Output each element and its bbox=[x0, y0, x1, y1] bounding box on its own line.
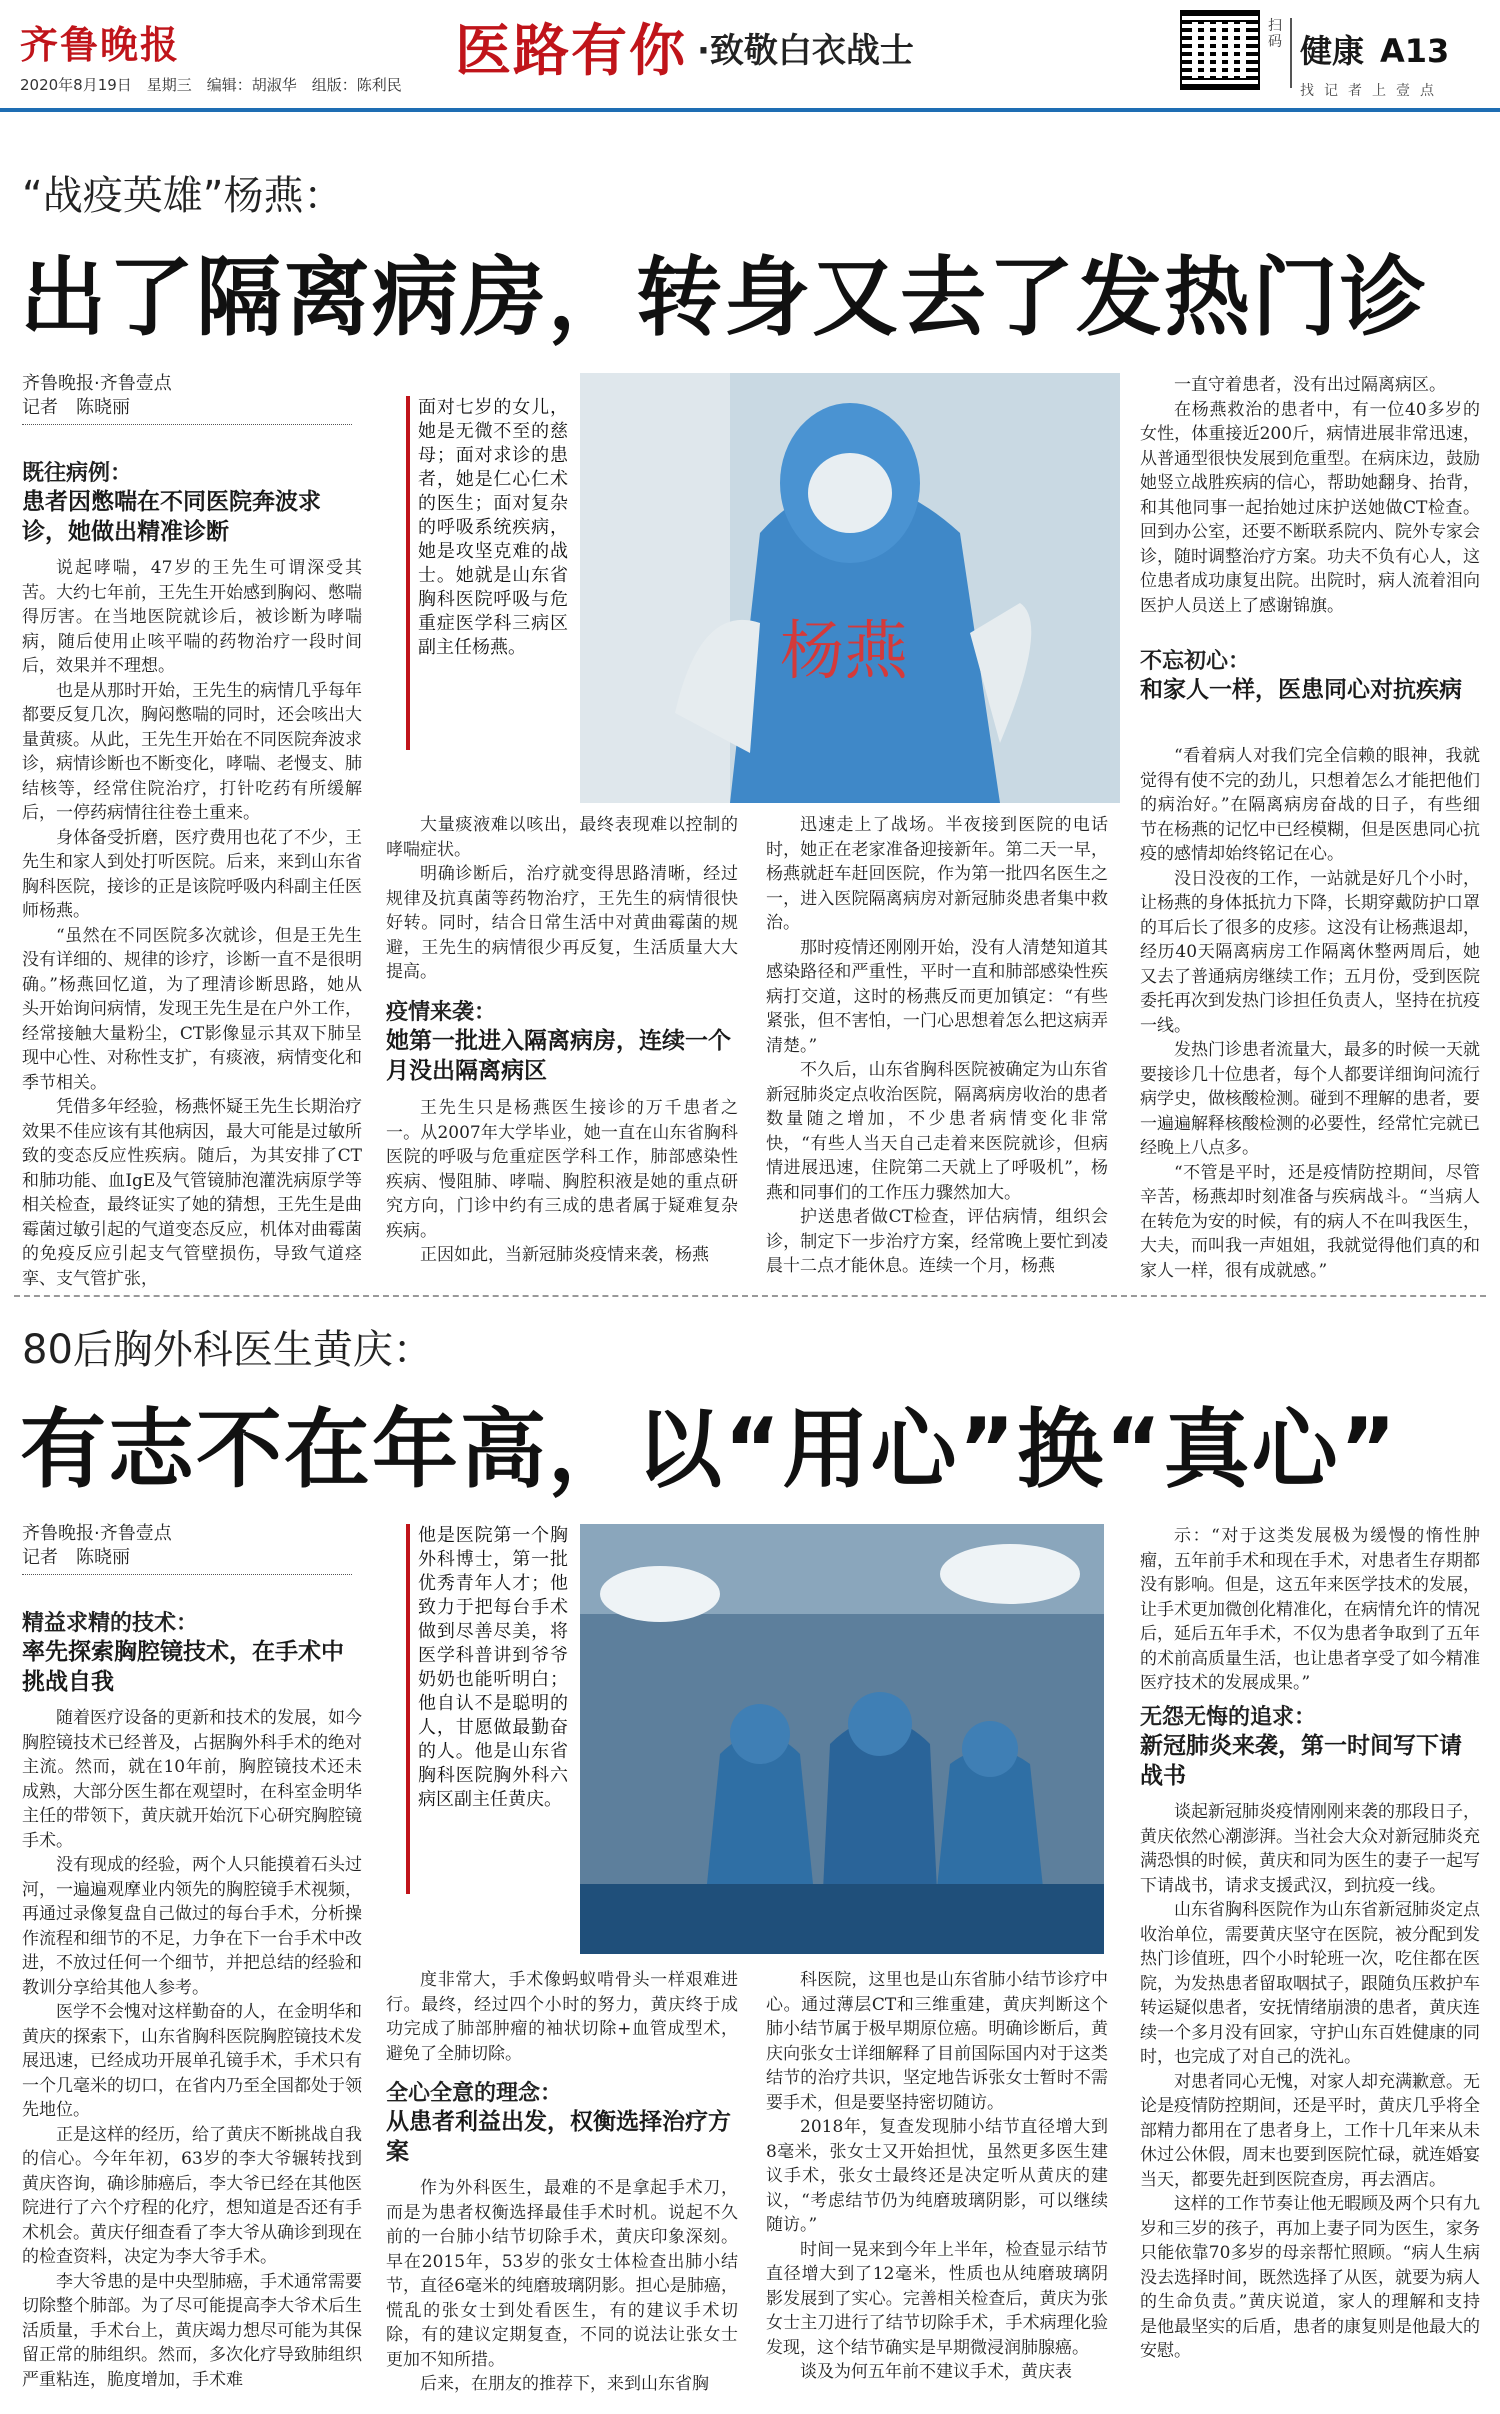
subhead-text: 新冠肺炎来袭，第一时间写下请战书 bbox=[1140, 1733, 1462, 1789]
story1-subhead-3 bbox=[1140, 644, 1480, 705]
story1-subhead-2 bbox=[386, 995, 738, 1086]
caption-bar bbox=[406, 396, 410, 750]
reporter: 记者 陈晓丽 bbox=[22, 397, 130, 418]
banner-main: 医路有你 bbox=[455, 18, 687, 84]
story2-column-2: 度非常大，手术像蚂蚁啃骨头一样艰难进行。最终，经过四个小时的努力，黄庆终于成功完成了肺部肿瘤的袖状切除+血管成型术，避免了全肺切除。 bbox=[386, 1970, 738, 2064]
story1-photo bbox=[580, 373, 1120, 803]
section-name: 健康 bbox=[1300, 32, 1365, 70]
subhead-label: 疫情来袭： bbox=[386, 1000, 497, 1025]
subhead-label: 精益求精的技术： bbox=[22, 1611, 199, 1636]
story1-headline: 出了隔离病房，转身又去了发热门诊 bbox=[20, 248, 1428, 348]
caption-bar bbox=[406, 1524, 410, 1894]
svg-text:杨燕: 杨燕 bbox=[780, 615, 908, 689]
story2-column-1: 随着医疗设备的更新和技术的发展，如今胸腔镜技术已经普及，占据胸外科手术的绝对主流。然而，就在10年前，胸腔镜技术还未成熟，大部分医生都在观望时，在科室金明华主任的带领下，黄庆就开始沉下心研究胸腔镜手术。 没有现成的经验，两个人只能摸着石头过河，一遍遍观摩业内领先的胸腔镜手术视频，再通过录像复盘自己做过的每台手术，分析操作流程和细节的不足，力争在下一台手术中改进，不放过任何一个细节，并把总结的经验和教训分享给其他人参考。 医学不会愧对这样勤奋的人，在金明华和黄庆的探索下，山东省胸科医院胸腔镜技术发展迅速，已经成功开展单孔镜手术，手术只有一个几毫米的切口，在省内乃至全国都处于领先地位。 正是这样的经历，给了黄庆不断挑战自我的信心。今年年初，63岁的李大爷辗转找到黄庆咨询，确诊肺癌后，李大爷已经在其他医院进行了六个疗程的化疗，想知道是否还有手术机会。黄庆仔细查看了李大爷从确诊到现在的检查资料，决定为李大爷手术。 李大爷患的是中央型肺癌，手术通常需要切除整个肺部。为了尽可能提高李大爷术后生活质量，手术台上，黄庆竭力想尽可能为其保留正常的肺组织。然而，多次化疗导致肺组织严重粘连，脆度增加，手术难 bbox=[22, 1708, 362, 2390]
story2-headline: 有志不在年高，以“用心”换“真心” bbox=[20, 1400, 1399, 1500]
editor-line: 找记者上壹点 bbox=[1300, 83, 1444, 99]
source: 齐鲁晚报·齐鲁壹点 bbox=[22, 373, 172, 394]
story2-column-3: 科医院，这里也是山东省肺小结节诊疗中心。通过薄层CT和三维重建，黄庆判断这个肺小结节属于极早期原位癌。明确诊断后，黄庆向张女士详细解释了目前国际国内对于这类结节的治疗共识，坚定地告诉张女士暂时不需要手术，但是要坚持密切随访。 2018年，复查发现肺小结节直径增大到8毫米，张女士又开始担忧，虽然更多医生建议手术，张女士最终还是决定听从黄庆的建议，“考虑结节仍为纯磨玻璃阴影，可以继续随访。” 时间一晃来到今年上半年，检查显示结节直径增大到了12毫米，性质也从纯磨玻璃阴影发展到了实心。完善相关检查后，黄庆为张女士主刀进行了结节切除手术，手术病理化验发现，这个结节确实是早期微浸润肺腺癌。 谈及为何五年前不建议手术，黄庆表 bbox=[766, 1970, 1108, 2382]
subhead-text: 她第一批进入隔离病房，连续一个月没出隔离病区 bbox=[386, 1028, 731, 1084]
newspaper-logo: 齐鲁晚报 bbox=[20, 22, 181, 67]
story1-photo-caption: 面对七岁的女儿，她是无微不至的慈母；面对求诊的患者，她是仁心仁术的医生；面对复杂的呼吸系统疾病，她是攻坚克难的战士。她就是山东省胸科医院呼吸与危重症医学科三病区副主任杨燕。 bbox=[418, 397, 568, 658]
source: 齐鲁晚报·齐鲁壹点 bbox=[22, 1523, 172, 1544]
subhead-label: 既往病例： bbox=[22, 461, 133, 486]
banner-sub: ·致敬白衣战士 bbox=[697, 30, 914, 71]
divider bbox=[1290, 18, 1292, 88]
story2-byline bbox=[22, 1522, 352, 1575]
qr-label: 扫码 bbox=[1268, 18, 1282, 50]
story1-column-2b: 王先生只是杨燕医生接诊的万千患者之一。从2007年大学毕业，她一直在山东省胸科医院的呼吸与危重症医学科工作，肺部感染性疾病、慢阻肺、哮喘、胸腔积液是她的重点研究方向，门诊中约有三成的患者属于疑难复杂疾病。 正因如此，当新冠肺炎疫情来袭，杨燕 bbox=[386, 1098, 738, 1265]
story2-kicker: 80后胸外科医生黄庆： bbox=[22, 1327, 433, 1373]
surgery-team-image bbox=[580, 1524, 1104, 1954]
story2-column-4: 示：“对于这类发展极为缓慢的惰性肿瘤，五年前手术和现在手术，对患者生存期都没有影响。但是，这五年来医学技术的发展，让手术更加微创化精准化，在病情允许的情况后，延后五年手术，不仅为患者争取到了五年的术前高质量生活，也让患者享受了如今精准医疗技术的发展成果。” bbox=[1140, 1526, 1480, 1693]
story2-subhead-1 bbox=[22, 1606, 362, 1697]
story2-column-4b: 谈起新冠肺炎疫情刚刚来袭的那段日子，黄庆依然心潮澎湃。当社会大众对新冠肺炎充满恐惧的时候，黄庆和同为医生的妻子一起写下请战书，请求支援武汉，到抗疫一线。 山东省胸科医院作为山东省新冠肺炎定点收治单位，需要黄庆坚守在医院，被分配到发热门诊值班，四个小时轮班一次，吃住都在医院，为发热患者留取咽拭子，跟随负压救护车转运疑似患者，安抚情绪崩溃的患者，黄庆连续一个多月没有回家，守护山东百姓健康的同时，也完成了对自己的洗礼。 对患者同心无愧，对家人却充满歉意。无论是疫情防控期间，还是平时，黄庆几乎将全部精力都用在了患者身上，工作十几年来从未休过公休假，周末也要到医院忙碌，就连婚宴当天，都要先赶到医院查房，再去酒店。 这样的工作节奏让他无暇顾及两个只有九岁和三岁的孩子，再加上妻子同为医生，家务只能依靠70多岁的母亲帮忙照顾。“病人生病没去选择时间，既然选择了从医，就要为病人的生命负责。”黄庆说道，家人的理解和支持是他最坚实的后盾，患者的康复则是他最大的安慰。 bbox=[1140, 1802, 1480, 2361]
story1-column-1: 说起哮喘，47岁的王先生可谓深受其苦。大约七年前，王先生开始感到胸闷、憋喘得厉害。在当地医院就诊后，被诊断为哮喘病，随后使用止咳平喘的药物治疗一段时间后，效果并不理想。 也是从那时开始，王先生的病情几乎每年都要反复几次，胸闷憋喘的同时，还会咳出大量黄痰。从此，王先生开始在不同医院奔波求诊，病情诊断也不断变化，哮喘、老慢支、肺结核等，经常住院治疗，打针吃药有所缓解后，一停药病情往往卷土重来。 身体备受折磨，医疗费用也花了不少，王先生和家人到处打听医院。后来，来到山东省胸科医院，接诊的正是该院呼吸内科副主任医师杨燕。 “虽然在不同医院多次就诊，但是王先生没有详细的、规律的诊疗，诊断一直不是很明确。”杨燕回忆道，为了理清诊断思路，她从头开始询问病情，发现王先生是在户外工作，经常接触大量粉尘，CT影像显示其双下肺呈现中心性、对称性支扩，有痰液，病情变化和季节相关。 凭借多年经验，杨燕怀疑王先生长期治疗效果不佳应该有其他病因，最大可能是过敏所致的变态反应性疾病。随后，为其安排了CT和肺功能、血IgE及气管镜肺泡灌洗病原学等相关检查，最终证实了她的猜想，王先生是曲霉菌过敏引起的气道变态反应，机体对曲霉菌的免疫反应引起支气管壁损伤，导致气道痉挛、支气管扩张， bbox=[22, 558, 362, 1289]
date-line: 2020年8月19日 星期三 编辑：胡淑华 组版：陈利民 bbox=[20, 76, 402, 94]
subhead-text: 从患者利益出发，权衡选择治疗方案 bbox=[386, 2109, 731, 2165]
doctor-in-protective-suit-image bbox=[580, 373, 1120, 803]
story1-column-2: 大量痰液难以咳出，最终表现难以控制的哮喘症状。 明确诊断后，治疗就变得思路清晰，经过规律及抗真菌等药物治疗，王先生的病情很快好转。同时，结合日常生活中对黄曲霉菌的规避，王先生的病情很少再反复，生活质量大大提高。 bbox=[386, 815, 738, 982]
qr-code-icon bbox=[1180, 10, 1260, 90]
subhead-text: 率先探索胸腔镜技术，在手术中挑战自我 bbox=[22, 1639, 344, 1695]
subhead-label: 全心全意的理念： bbox=[386, 2081, 563, 2106]
story2-subhead-2 bbox=[386, 2076, 738, 2167]
story1-byline bbox=[22, 372, 352, 425]
story-divider bbox=[14, 1295, 1486, 1297]
reporter: 记者 陈晓丽 bbox=[22, 1547, 130, 1568]
subhead-text: 和家人一样，医患同心对抗疾病 bbox=[1140, 677, 1462, 703]
story1-column-4: 一直守着患者，没有出过隔离病区。 在杨燕救治的患者中，有一位40多岁的女性，体重接近200斤，病情进展非常迅速，从普通型很快发展到危重型。在病床边，鼓励她竖立战胜疾病的信心，帮助她翻身、抬背，和其他同事一起抬她过床护送她做CT检查。回到办公室，还要不断联系院内、院外专家会诊，随时调整治疗方案。功夫不负有心人，这位患者成功康复出院。出院时，病人流着泪向医护人员送上了感谢锦旗。 bbox=[1140, 375, 1480, 616]
story2-photo-caption: 他是医院第一个胸外科博士，第一批优秀青年人才；他致力于把每台手术做到尽善尽美，将医学科普讲到爷爷奶奶也能听明白；他自认不是聪明的人，甘愿做最勤奋的人。他是山东省胸科医院胸外科六病区副主任黄庆。 bbox=[418, 1525, 568, 1810]
subhead-text: 患者因憋喘在不同医院奔波求诊，她做出精准诊断 bbox=[22, 489, 321, 545]
story1-kicker: “战疫英雄”杨燕： bbox=[22, 173, 344, 219]
story2-photo bbox=[580, 1524, 1104, 1954]
section-label bbox=[1300, 26, 1449, 72]
story1-column-4b: “看着病人对我们完全信赖的眼神，我就觉得有使不完的劲儿，只想着怎么才能把他们的病治好。”在隔离病房奋战的日子，有些细节在杨燕的记忆中已经模糊，但是医患同心抗疫的感情却始终铭记在心。 没日没夜的工作，一站就是好几个小时，让杨燕的身体抵抗力下降，长期穿戴防护口罩的耳后长了很多的皮疹。这没有让杨燕退却，经历40天隔离病房工作隔离休整两周后，她又去了普通病房继续工作；五月份，受到医院委托再次到发热门诊担任负责人，坚持在抗疫一线。 发热门诊患者流量大，最多的时候一天就要接诊几十位患者，每个人都要详细询问流行病学史，做核酸检测。碰到不理解的患者，要一遍遍解释核酸检测的必要性，经常忙完就已经晚上八点多。 “不管是平时，还是疫情防控期间，尽管辛苦，杨燕却时刻准备与疾病战斗。“当病人在转危为安的时候，有的病人不在叫我医生，大夫，而叫我一声姐姐，我就觉得他们真的和家人一样，很有成就感。” bbox=[1140, 746, 1480, 1281]
subhead-label: 不忘初心： bbox=[1140, 649, 1251, 674]
banner bbox=[455, 14, 914, 84]
story1-subhead-1 bbox=[22, 456, 362, 547]
story2-subhead-3 bbox=[1140, 1700, 1480, 1791]
page-number: A13 bbox=[1380, 32, 1450, 70]
story1-column-3: 迅速走上了战场。半夜接到医院的电话时，她正在老家准备迎接新年。第二天一早，杨燕就赶车赶回医院，作为第一批四名医生之一，进入医院隔离病房对新冠肺炎患者集中救治。 那时疫情还刚刚开始，没有人清楚知道其感染路径和严重性，平时一直和肺部感染性疾病打交道，这时的杨燕反而更加镇定：“有些紧张，但不害怕，一门心思想着怎么把这病弄清楚。” 不久后，山东省胸科医院被确定为山东省新冠肺炎定点收治医院，隔离病房收治的患者数量随之增加，不少患者病情变化非常快，“有些人当天自己走着来医院就诊，但病情进展迅速，住院第二天就上了呼吸机”，杨燕和同事们的工作压力骤然加大。 护送患者做CT检查，评估病情，组织会诊，制定下一步治疗方案，经常晚上要忙到凌晨十二点才能休息。连续一个月，杨燕 bbox=[766, 815, 1108, 1276]
subhead-label: 无怨无悔的追求： bbox=[1140, 1705, 1317, 1730]
story2-column-2b: 作为外科医生，最难的不是拿起手术刀，而是为患者权衡选择最佳手术时机。说起不久前的一台肺小结节切除手术，黄庆印象深刻。早在2015年，53岁的张女士体检查出肺小结节，直径6毫米的纯磨玻璃阴影。担心是肺癌，慌乱的张女士到处看医生，有的建议手术切除，有的建议定期复查，不同的说法让张女士更加不知所措。 后来，在朋友的推荐下，来到山东省胸 bbox=[386, 2178, 738, 2394]
